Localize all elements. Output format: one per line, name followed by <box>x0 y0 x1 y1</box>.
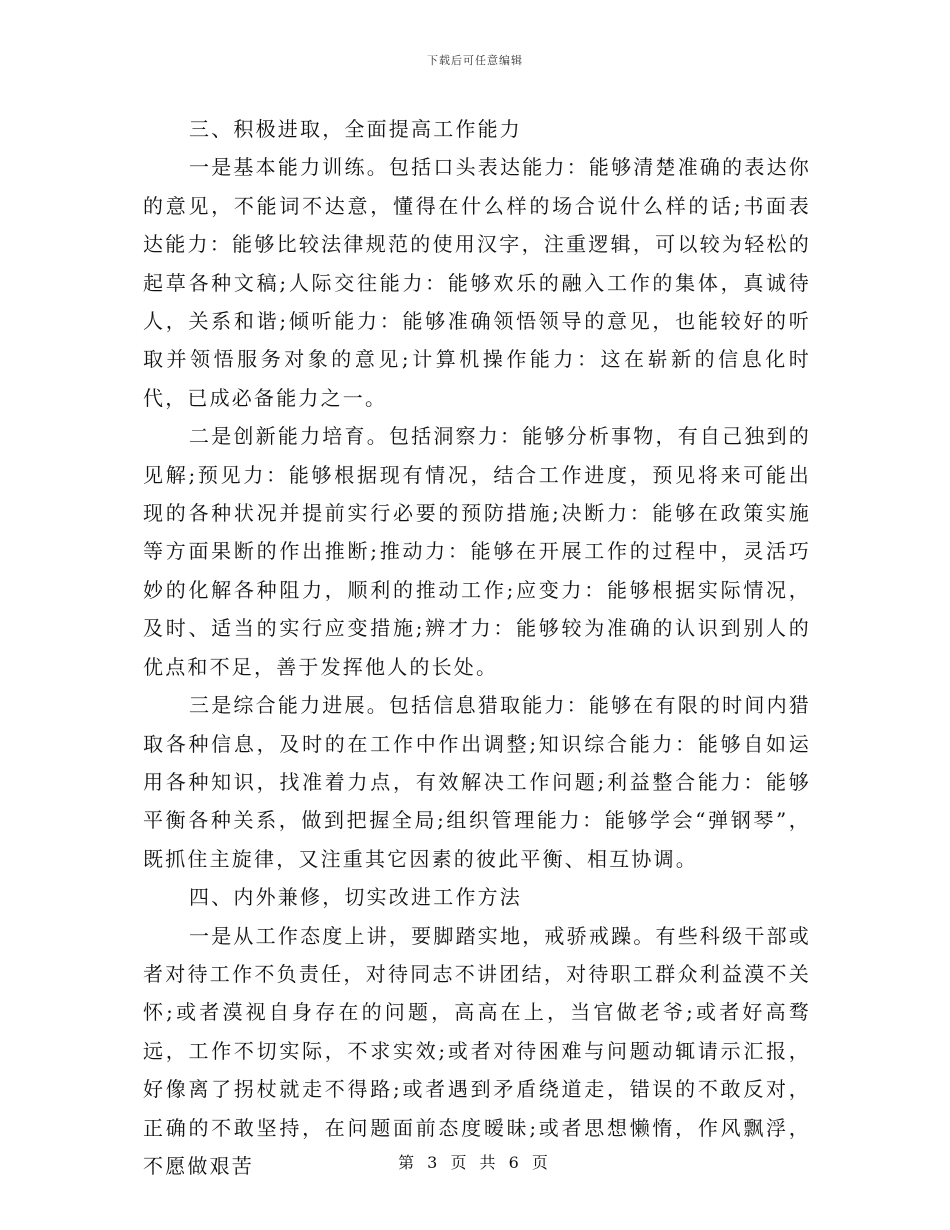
page-header: 下载后可任意编辑 <box>427 54 523 67</box>
paragraph-work-attitude: 一是从工作态度上讲，要脚踏实地，戒骄戒躁。有些科级干部或者对待工作不负责任，对待同志不讲团结，对待职工群众利益漠不关怀;或者漠视自身存在的问题，高高在上，当官做老爷;或者好高骛远，工作不切实际，不求实效;或者对待困难与问题动辄请示汇报，好像离了拐杖就走不得路;或者遇到矛盾绕道走，错误的不敢反对，正确的不敢坚持，在问题面前态度暧昧;或者思想懒惰，作风飘浮，不愿做艰苦 <box>143 923 811 1178</box>
paragraph-basic-ability: 一是基本能力训练。包括口头表达能力：能够清楚准确的表达你的意见，不能词不达意，懂得在什么样的场合说什么样的话;书面表达能力：能够比较法律规范的使用汉字，注重逻辑，可以较为轻松的起草各种文稿;人际交往能力：能够欢乐的融入工作的集体，真诚待人，关系和谐;倾听能力：能够准确领悟领导的意见，也能较好的听取并领悟服务对象的意见;计算机操作能力：这在崭新的信息化时代，已成必备能力之一。 <box>143 155 811 410</box>
section-heading-3: 三、积极进取，全面提高工作能力 <box>189 117 522 141</box>
page-number: 第 3 页 共 6 页 <box>398 1153 552 1172</box>
paragraph-comprehensive-ability: 三是综合能力进展。包括信息猎取能力：能够在有限的时间内猎取各种信息，及时的在工作中作出调整;知识综合能力：能够自如运用各种知识，找准着力点，有效解决工作问题;利益整合能力：能够平衡各种关系，做到把握全局;组织管理能力：能够学会“弹钢琴”，既抓住主旋律，又注重其它因素的彼此平衡、相互协调。 <box>143 693 811 871</box>
document-body <box>143 110 811 1185</box>
section-heading-4: 四、内外兼修，切实改进工作方法 <box>189 885 522 910</box>
paragraph-innovation-ability: 二是创新能力培育。包括洞察力：能够分析事物，有自己独到的见解;预见力：能够根据现有情况，结合工作进度，预见将来可能出现的各种状况并提前实行必要的预防措施;决断力：能够在政策实施等方面果断的作出推断;推动力：能够在开展工作的过程中，灵活巧妙的化解各种阻力，顺利的推动工作;应变力：能够根据实际情况，及时、适当的实行应变措施;辨才力：能够较为准确的认识到别人的优点和不足，善于发挥他人的长处。 <box>143 424 811 679</box>
